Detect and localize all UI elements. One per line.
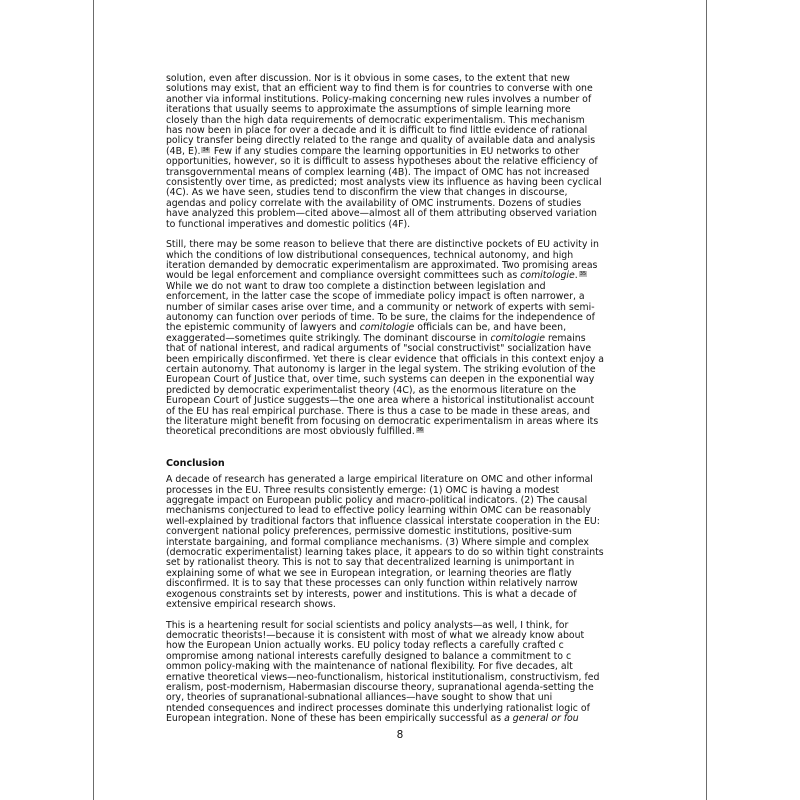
text-run: Still, there may be some reason to believe that there are distinctive pockets of EU activity in [166,239,599,251]
text-run: of the EU has real empirical purchase. There is thus a case to be made in these areas, and [166,405,590,417]
text-run: mechanisms conjectured to lead to effective policy learning within OMC can be reasonably [166,505,591,517]
text-run: iteration demanded by democratic experimentalism are approximated. Two promising areas [166,259,598,271]
text-run: iterations that usually seems to approximate the assumptions of simple learning more [166,104,571,116]
text-run: interstate bargaining, and formal compliance mechanisms. (3) Where simple and complex [166,536,589,548]
body-section [166,74,636,438]
text-run: which the conditions of low distributional consequences, technical autonomy, and high [166,249,574,261]
paragraph [166,74,636,230]
text-run: extensive empirical research shows. [166,599,336,611]
text-run: autonomy can function over periods of time. To be sure, the claims for the independence of [166,311,595,323]
text-run: have analyzed this problem—cited above—almost all of them attributing observed variation [166,208,597,220]
text-run: how the European Union actually works. EU policy today reflects a carefully crafted c [166,640,564,652]
footnote-marker[interactable]: 36 [416,427,424,434]
page-body [166,74,636,735]
paragraph [166,240,636,438]
italic-text: comitologie [359,322,415,334]
text-run: transgovernmental means of complex learning (4B). The impact of OMC has not increased [166,166,590,178]
text-run: officials can be, and have been, [414,322,567,334]
text-line [166,600,636,610]
text-run: well-explained by traditional factors that influence classical interstate cooperation in the EU: [166,515,600,527]
text-run: explaining some of what we see in European integration, or learning theories are flatly [166,567,572,579]
text-run: democratic theorists!—because it is consistent with most of what we already know about [166,629,585,641]
text-run: (4C). As we have seen, studies tend to disconfirm the view that changes in discourse, [166,187,568,199]
text-run: processes in the EU. Three results consistently emerge: (1) OMC is having a modest [166,484,560,496]
text-run: disconfirmed. It is to say that these processes can only function within relatively narrow [166,578,578,590]
text-run: set by rationalist theory. This is not to say that decentralized learning is unimportant in [166,557,575,569]
page-number: 8 [396,729,404,741]
document-page [93,0,707,800]
italic-text: comitologie [520,270,575,282]
text-run: been empirically disconfirmed. Yet there is clear evidence that officials in this context enjoy a [166,353,604,365]
text-run: Few if any studies compare the learning opportunities in EU networks to other [210,145,580,157]
text-run: to functional imperatives and domestic politics (4F). [166,218,411,230]
italic-text: a general or fou [504,713,579,725]
text-run: A decade of research has generated a large empirical literature on OMC and other informal [166,474,593,486]
text-run: . [574,270,578,282]
text-run: (4B, E). [166,145,201,157]
text-run: number of similar cases arise over time, and a community or network of experts with semi- [166,301,595,313]
text-run: the epistemic community of lawyers and [166,322,360,334]
text-run: closely than the high data requirements of democratic experimentalism. This mechanism [166,114,585,126]
text-run: convergent national policy preferences, permissive domestic institutions, positive-sum [166,526,572,538]
text-run: solutions may exist, that an efficient way to find them is for countries to converse with one [166,83,593,95]
text-run: the literature might benefit from focusing on democratic experimentalism in areas where its [166,416,599,427]
text-run: ernative theoretical views—neo-functionalism, historical institutionalism, constructivism, fed [166,671,600,683]
text-run: (democratic experimentalist) learning takes place, it appears to do so within tight constraints [166,547,604,559]
text-run: aggregate impact on European public policy and macro-political indicators. (2) The causal [166,495,588,507]
paragraph [166,621,636,725]
text-run: predicted by democratic experimentalist theory (4C), as the enormous literature on the [166,384,577,396]
section-heading: Conclusion [166,457,225,469]
text-line [166,220,636,230]
text-line [166,427,636,437]
text-run: exaggerated—sometimes quite strikingly. The dominant discourse in [166,332,491,344]
paragraph [166,475,636,610]
text-run: eralism, post-modernism, Habermasian discourse theory, supranational agenda-setting the [166,681,594,693]
footnote-marker[interactable]: 35 [579,271,587,278]
text-run: enforcement, in the latter case the scope of immediate policy impact is often narrower, a [166,291,585,303]
text-run: ommon policy-making with the maintenance of national flexibility. For five decades, alt [166,661,573,673]
text-line [166,714,636,724]
text-run: policy transfer being directly related to the range and quality of available data and analysis [166,135,596,147]
text-run: While we do not want to draw too complete a distinction between legislation and [166,280,546,292]
text-run: consistently over time, as predicted; most analysts view its influence as having been cyclical [166,177,602,189]
text-run: ory, theories of supranational-subnational alliances—have sought to show that uni [166,692,553,704]
text-run: This is a heartening result for social scientists and policy analysts—as well, I think, for [166,619,569,631]
footnote-marker[interactable]: 34 [202,146,209,153]
text-run: agendas and policy correlate with the availability of OMC instruments. Dozens of studies [166,197,582,209]
text-run: that of national interest, and radical arguments of "social constructivist" socialization have [166,343,592,355]
text-run: theoretical preconditions are most obviously fulfilled. [166,426,415,438]
text-run: solution, even after discussion. Nor is it obvious in some cases, to the extent that new [166,73,570,84]
text-run: remains [545,332,586,344]
text-run: would be legal enforcement and compliance oversight committees such as [166,270,521,282]
conclusion-section [166,475,636,724]
text-run: has now been in place for over a decade and it is difficult to find little evidence of rational [166,125,588,137]
text-run: ompromise among national interests carefully designed to balance a commitment to c [166,650,572,662]
text-run: European Court of Justice suggests—the one area where a historical institutionalist account [166,395,595,407]
text-run: another via informal institutions. Policy-making concerning new rules involves a number of [166,93,592,105]
text-run: certain autonomy. That autonomy is larger in the legal system. The striking evolution of the [166,363,596,375]
text-run: European Court of Justice that, over time, such systems can deepen in the exponential way [166,374,595,386]
text-run: European integration. None of these has been empirically successful as [166,713,505,725]
italic-text: comitologie [490,332,545,344]
text-run: opportunities, however, so it is difficult to assess hypotheses about the relative efficiency of [166,156,598,168]
text-run: exogenous constraints set by interests, power and institutions. This is what a decade of [166,588,577,600]
text-run: ntended consequences and indirect processes dominate this underlying rationalist logic of [166,702,590,714]
